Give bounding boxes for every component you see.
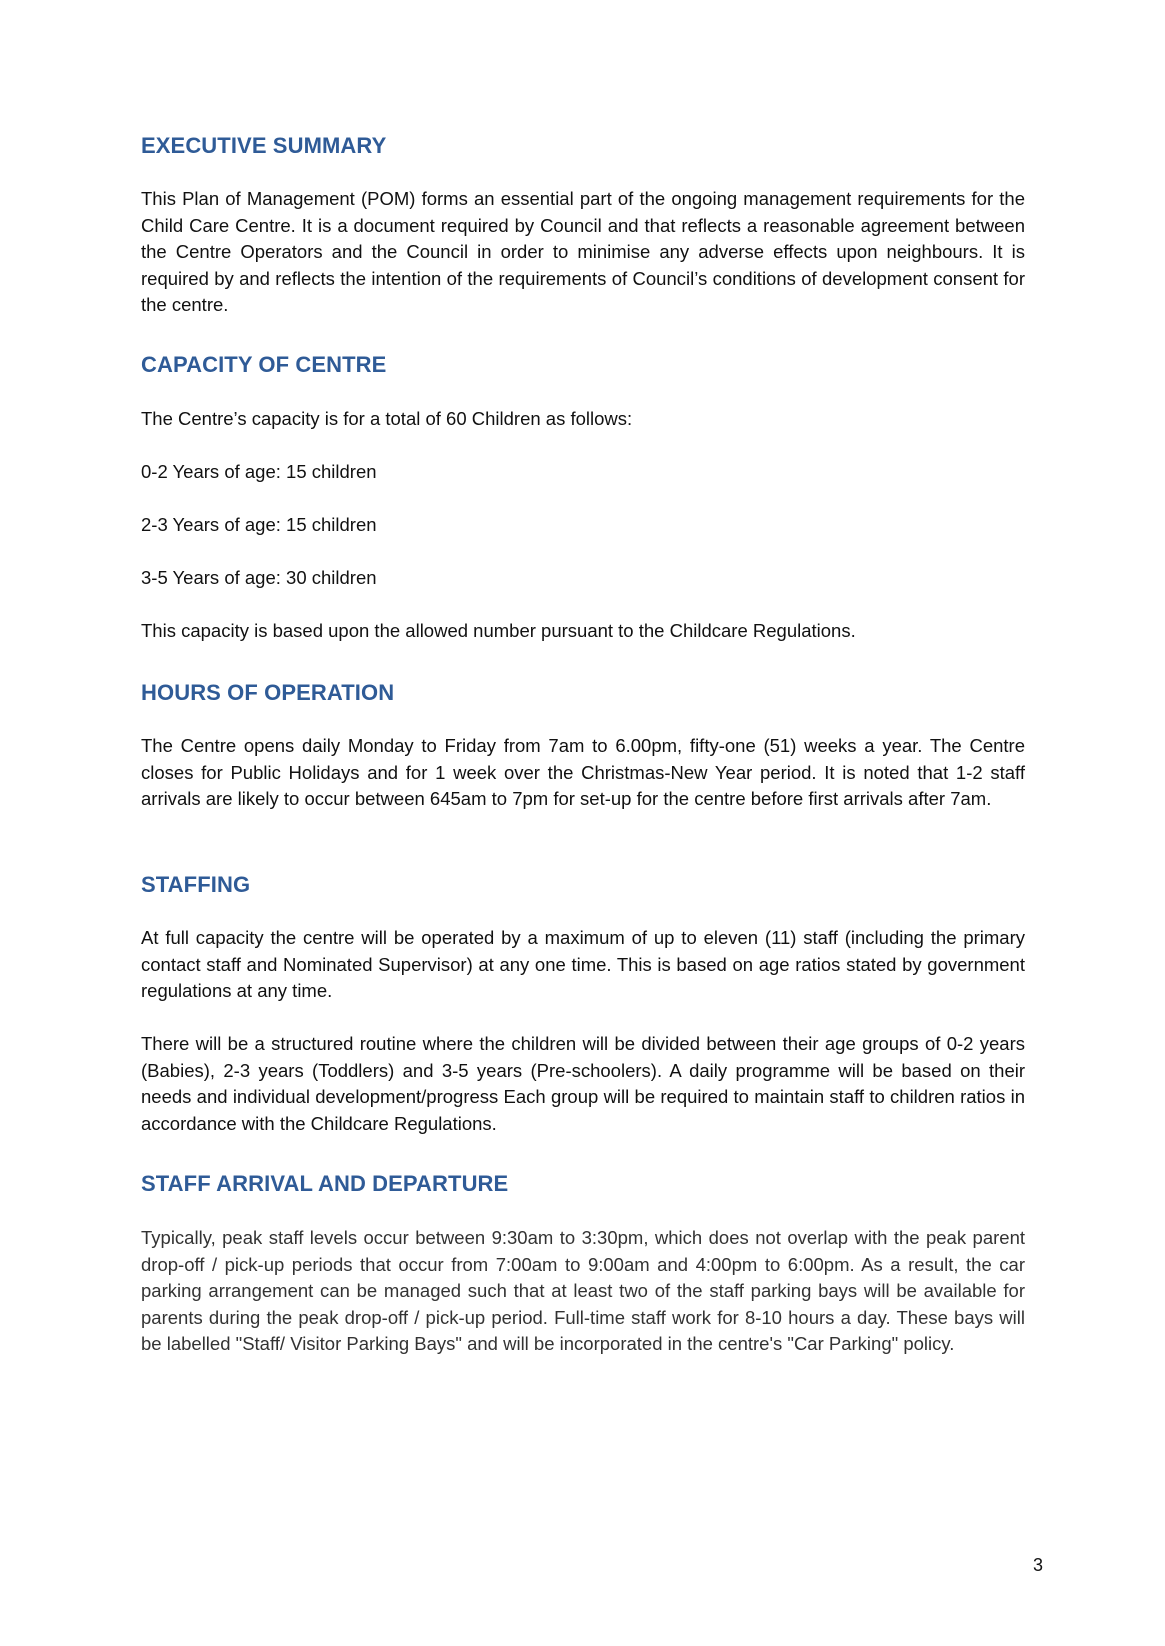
- staff-arrival-paragraph: Typically, peak staff levels occur between 9:30am to 3:30pm, which does not overlap with the peak parent drop-off / pick-up periods that occur from 7:00am to 9:00am and 4:00pm to 6:00pm. As a result, the car parking arrangement can be managed such that at least two of the staff parking bays will be available for parents during the peak drop-off / pick-up period. Full-time staff work for 8-10 hours a day. These bays will be labelled "Staff/ Visitor Parking Bays" and will be incorporated in the centre's "Car Parking" policy.: [141, 1227, 1025, 1354]
- executive-summary-heading: EXECUTIVE SUMMARY: [141, 133, 387, 158]
- capacity-note: This capacity is based upon the allowed number pursuant to the Childcare Regulations.: [141, 620, 856, 641]
- staffing-heading: STAFFING: [141, 872, 251, 897]
- staffing-paragraph-2: There will be a structured routine where the children will be divided between their age groups of 0-2 years (Babies), 2-3 years (Toddlers) and 3-5 years (Pre-schoolers). A daily programme will be based on their needs and individual development/progress Each group will be required to maintain staff to children ratios in accordance with the Childcare Regulations.: [141, 1033, 1025, 1134]
- page-number: 3: [1033, 1555, 1044, 1575]
- capacity-intro: The Centre’s capacity is for a total of 60 Children as follows:: [141, 408, 633, 429]
- capacity-item: 3-5 Years of age: 30 children: [141, 567, 377, 588]
- capacity-item: 2-3 Years of age: 15 children: [141, 514, 377, 535]
- hours-heading: HOURS OF OPERATION: [141, 680, 395, 705]
- staff-arrival-heading: STAFF ARRIVAL AND DEPARTURE: [141, 1171, 509, 1196]
- staffing-paragraph-1: At full capacity the centre will be operated by a maximum of up to eleven (11) staff (including the primary contact staff and Nominated Supervisor) at any one time. This is based on age ratios stated by government regulations at any time.: [141, 927, 1025, 1001]
- hours-paragraph: The Centre opens daily Monday to Friday from 7am to 6.00pm, fifty-one (51) weeks a year. The Centre closes for Public Holidays and for 1 week over the Christmas-New Year period. It is noted that 1-2 staff arrivals are likely to occur between 645am to 7pm for set-up for the centre before first arrivals after 7am.: [141, 735, 1025, 809]
- capacity-item: 0-2 Years of age: 15 children: [141, 461, 377, 482]
- capacity-heading: CAPACITY OF CENTRE: [141, 352, 387, 377]
- executive-summary-paragraph: This Plan of Management (POM) forms an essential part of the ongoing management requirements for the Child Care Centre. It is a document required by Council and that reflects a reasonable agreement between the Centre Operators and the Council in order to minimise any adverse effects upon neighbours. It is required by and reflects the intention of the requirements of Council’s conditions of development consent for the centre.: [141, 188, 1025, 315]
